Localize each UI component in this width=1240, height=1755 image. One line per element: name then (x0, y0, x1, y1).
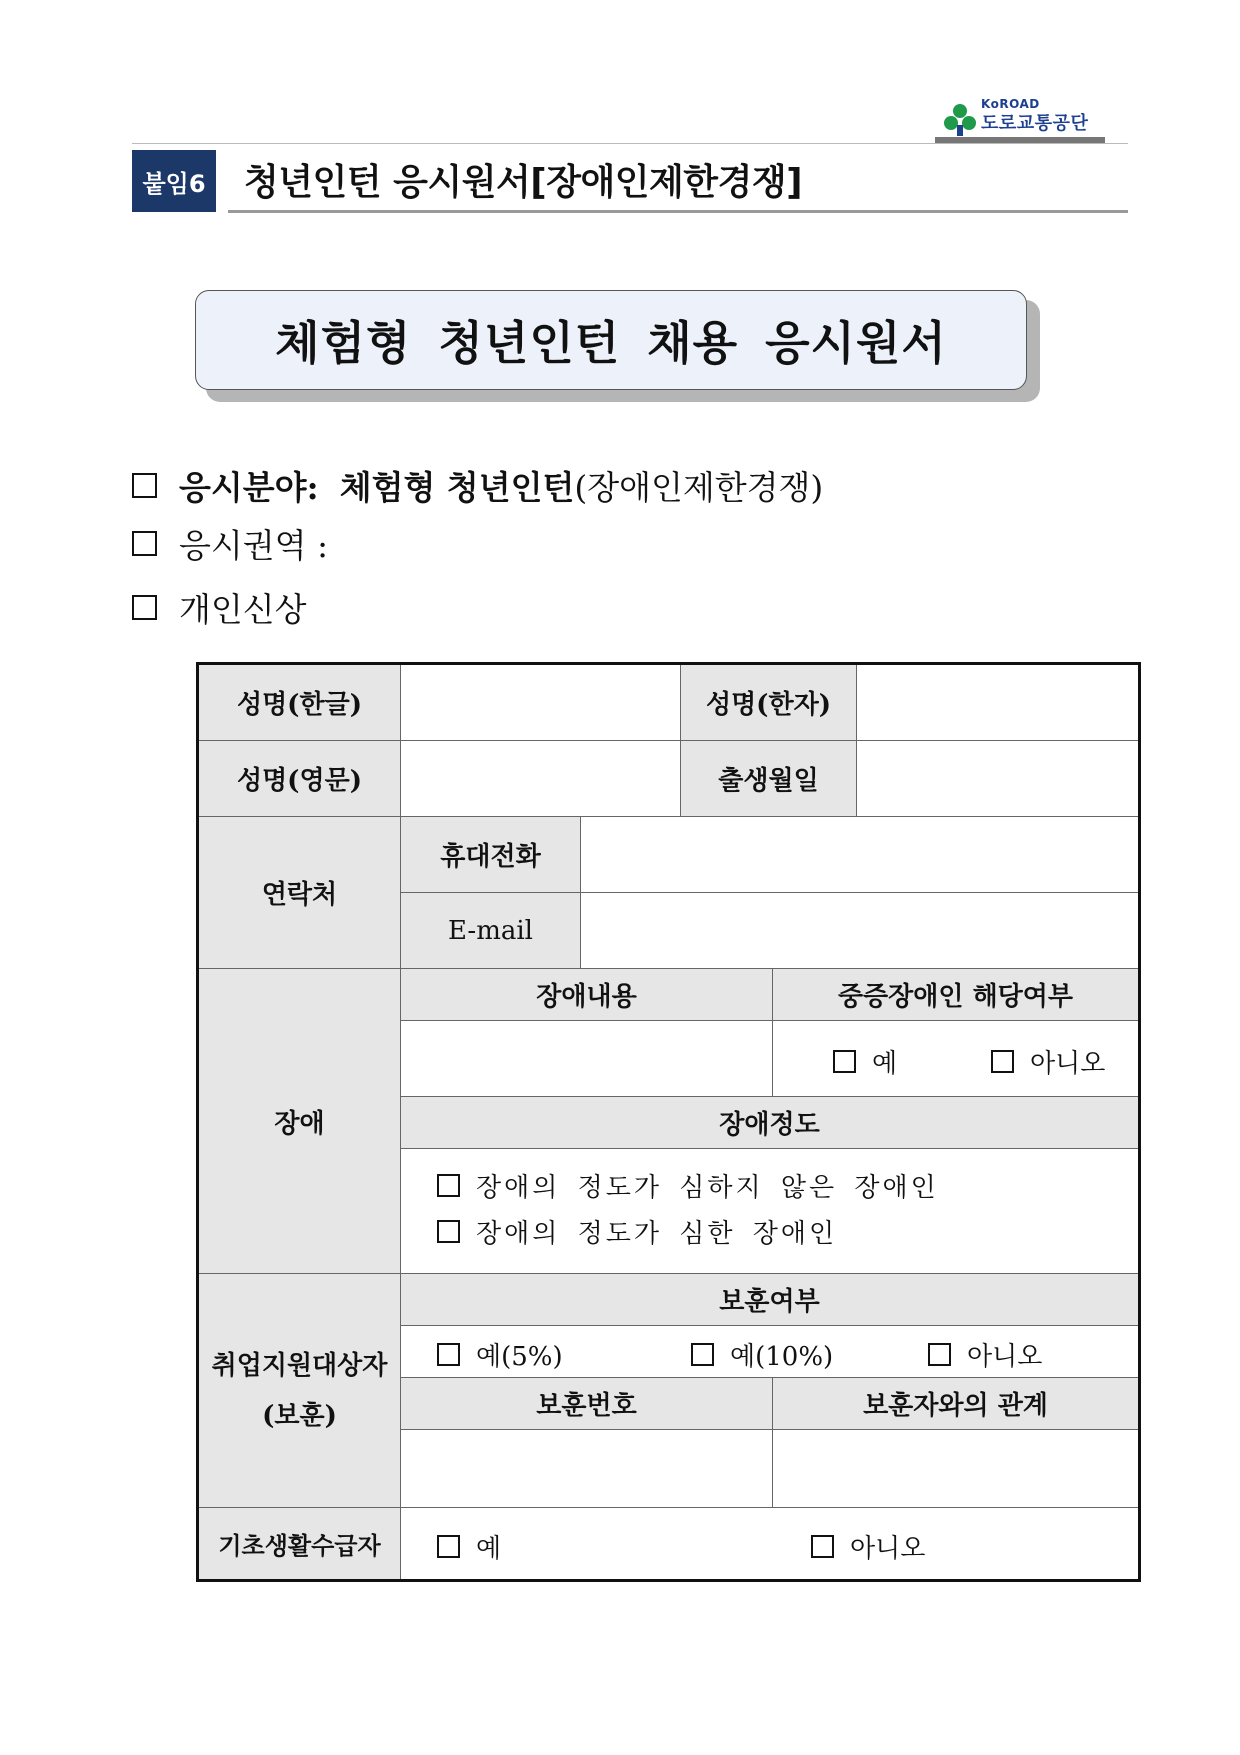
checkbox-icon[interactable] (132, 473, 157, 498)
input-mobile[interactable] (581, 817, 1138, 893)
input-veteran-number[interactable] (401, 1430, 773, 1508)
option-label: 아니오 (967, 1342, 1043, 1372)
field-value: 체험형 청년인턴 (339, 468, 575, 507)
koroad-logo (935, 95, 1105, 145)
field-suffix: (장애인제한경쟁) (574, 468, 824, 507)
title-box (195, 290, 1027, 390)
label-employment-support-line1: 취업지원대상자 (211, 1350, 388, 1381)
input-birth-date[interactable] (857, 741, 1138, 817)
label-employment-support-line2: (보훈) (262, 1400, 337, 1431)
header-disability-degree: 장애정도 (401, 1097, 1138, 1149)
header-underline (228, 210, 1128, 213)
option-label: 예(10%) (730, 1342, 834, 1372)
option-severe-no[interactable] (991, 1043, 1105, 1080)
option-label: 예(5%) (476, 1342, 563, 1372)
label-disability: 장애 (199, 969, 401, 1274)
header-veteran-relation: 보훈자와의 관계 (773, 1378, 1138, 1430)
option-label: 장애의 정도가 심하지 않은 장애인 (476, 1173, 939, 1203)
severe-disability-options (773, 1021, 1138, 1097)
checkbox-icon[interactable] (691, 1343, 714, 1366)
koroad-clover-icon (943, 103, 977, 137)
input-veteran-relation[interactable] (773, 1430, 1138, 1508)
checkbox-icon[interactable] (132, 531, 157, 556)
option-label: 예 (872, 1049, 898, 1079)
checkbox-icon[interactable] (991, 1050, 1014, 1073)
logo-english: KoROAD (981, 97, 1040, 111)
option-livelihood-no[interactable] (811, 1528, 925, 1565)
item-application-region (132, 520, 328, 567)
item-personal-info (132, 584, 307, 631)
checkbox-icon[interactable] (437, 1174, 460, 1197)
application-form-table (196, 662, 1141, 1582)
label-employment-support (199, 1274, 401, 1508)
main-title: 체험형 청년인턴 채용 응시원서 (275, 316, 947, 370)
option-severe-yes[interactable] (833, 1043, 897, 1080)
option-label: 예 (476, 1534, 502, 1564)
checkbox-icon[interactable] (811, 1535, 834, 1558)
field-label: 응시분야: (179, 468, 319, 507)
option-degree-severe[interactable] (437, 1213, 837, 1250)
input-disability-content[interactable] (401, 1021, 773, 1097)
personal-label: 개인신상 (179, 590, 307, 629)
checkbox-icon[interactable] (833, 1050, 856, 1073)
input-name-hanja[interactable] (857, 665, 1138, 741)
attachment-badge: 붙임6 (132, 150, 216, 212)
basic-livelihood-options (401, 1508, 1138, 1579)
region-label: 응시권역 : (179, 526, 329, 565)
logo-korean: 도로교통공단 (981, 113, 1089, 134)
label-birth-date: 출생월일 (681, 741, 857, 817)
label-email: E-mail (401, 893, 581, 969)
option-veteran-no[interactable] (928, 1336, 1042, 1373)
header-veteran-status: 보훈여부 (401, 1274, 1138, 1326)
checkbox-icon[interactable] (928, 1343, 951, 1366)
label-mobile: 휴대전화 (401, 817, 581, 893)
header-veteran-number: 보훈번호 (401, 1378, 773, 1430)
item-application-field (132, 462, 823, 509)
label-contact: 연락처 (199, 817, 401, 969)
option-veteran-10[interactable] (691, 1336, 833, 1373)
option-degree-mild[interactable] (437, 1167, 939, 1204)
header-title: 청년인턴 응시원서[장애인제한경쟁] (244, 162, 803, 203)
checkbox-icon[interactable] (437, 1220, 460, 1243)
label-name-korean: 성명(한글) (199, 665, 401, 741)
option-label: 아니오 (1030, 1049, 1106, 1079)
checkbox-icon[interactable] (437, 1535, 460, 1558)
option-veteran-5[interactable] (437, 1336, 563, 1373)
option-label: 아니오 (850, 1534, 926, 1564)
input-name-korean[interactable] (401, 665, 681, 741)
label-basic-livelihood: 기초생활수급자 (199, 1508, 401, 1579)
header-disability-content: 장애내용 (401, 969, 773, 1021)
disability-degree-options (401, 1149, 1138, 1274)
option-label: 장애의 정도가 심한 장애인 (476, 1219, 838, 1249)
input-email[interactable] (581, 893, 1138, 969)
header-severe-disability: 중증장애인 해당여부 (773, 969, 1138, 1021)
option-livelihood-yes[interactable] (437, 1528, 501, 1565)
checkbox-icon[interactable] (437, 1343, 460, 1366)
label-name-english: 성명(영문) (199, 741, 401, 817)
veteran-status-options (401, 1326, 1138, 1378)
label-name-hanja: 성명(한자) (681, 665, 857, 741)
checkbox-icon[interactable] (132, 595, 157, 620)
input-name-english[interactable] (401, 741, 681, 817)
header-top-rule (132, 143, 1128, 144)
